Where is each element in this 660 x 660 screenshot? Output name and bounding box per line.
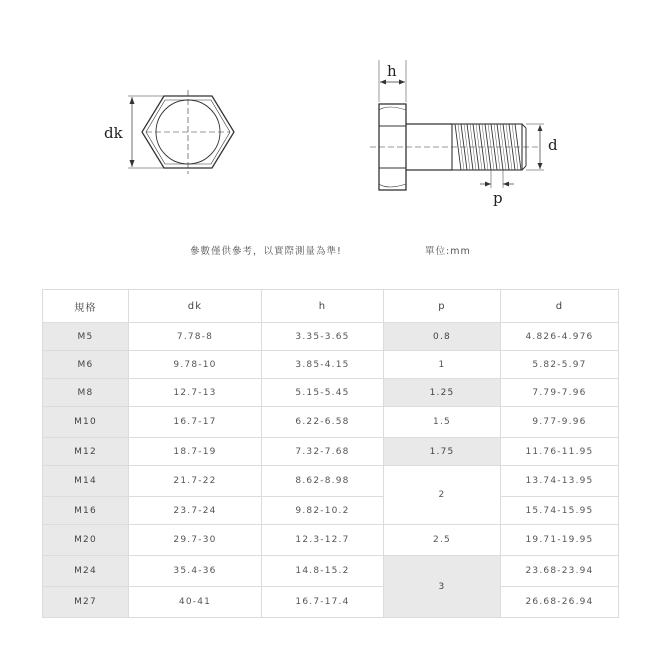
header-size: 規格 <box>43 290 129 323</box>
table-row <box>43 323 619 351</box>
dk-cell: 7.78-8 <box>129 323 262 351</box>
size-cell: M10 <box>43 407 129 438</box>
d-cell: 5.82-5.97 <box>501 351 619 379</box>
header-dk: dk <box>129 290 262 323</box>
dk-cell: 9.78-10 <box>129 351 262 379</box>
h-label: h <box>387 62 397 80</box>
size-cell: M24 <box>43 556 129 587</box>
size-cell: M27 <box>43 587 129 618</box>
h-cell: 16.7-17.4 <box>262 587 384 618</box>
dk-cell: 12.7-13 <box>129 379 262 407</box>
d-cell: 26.68-26.94 <box>501 587 619 618</box>
table-header-row <box>43 290 619 323</box>
p-cell: 1 <box>384 351 501 379</box>
d-cell: 15.74-15.95 <box>501 497 619 525</box>
table-row <box>43 497 619 525</box>
d-cell: 11.76-11.95 <box>501 438 619 466</box>
dk-cell: 16.7-17 <box>129 407 262 438</box>
table-row <box>43 525 619 556</box>
h-cell: 9.82-10.2 <box>262 497 384 525</box>
dk-cell: 18.7-19 <box>129 438 262 466</box>
d-cell: 19.71-19.95 <box>501 525 619 556</box>
header-d: d <box>501 290 619 323</box>
table-row <box>43 556 619 587</box>
p-cell: 1.25 <box>384 379 501 407</box>
size-cell: M20 <box>43 525 129 556</box>
d-cell: 4.826-4.976 <box>501 323 619 351</box>
size-cell: M14 <box>43 466 129 497</box>
dk-cell: 35.4-36 <box>129 556 262 587</box>
h-cell: 6.22-6.58 <box>262 407 384 438</box>
dk-cell: 29.7-30 <box>129 525 262 556</box>
h-cell: 7.32-7.68 <box>262 438 384 466</box>
table-row <box>43 466 619 497</box>
p-cell: 3 <box>384 556 501 618</box>
dk-cell: 40-41 <box>129 587 262 618</box>
hex-head-front-view <box>128 90 234 174</box>
d-cell: 23.68-23.94 <box>501 556 619 587</box>
spec-table <box>42 289 619 618</box>
p-cell: 2.5 <box>384 525 501 556</box>
p-cell: 1.5 <box>384 407 501 438</box>
p-cell: 1.75 <box>384 438 501 466</box>
table-row <box>43 587 619 618</box>
h-cell: 14.8-15.2 <box>262 556 384 587</box>
size-cell: M5 <box>43 323 129 351</box>
table-row <box>43 351 619 379</box>
reference-note: 參數僅供參考，以實際測量為準! <box>190 246 342 257</box>
h-cell: 5.15-5.45 <box>262 379 384 407</box>
dk-cell: 23.7-24 <box>129 497 262 525</box>
size-cell: M12 <box>43 438 129 466</box>
d-cell: 7.79-7.96 <box>501 379 619 407</box>
table-row <box>43 379 619 407</box>
table-row <box>43 407 619 438</box>
h-cell: 8.62-8.98 <box>262 466 384 497</box>
d-cell: 13.74-13.95 <box>501 466 619 497</box>
h-cell: 3.85-4.15 <box>262 351 384 379</box>
d-label: d <box>548 136 558 154</box>
h-cell: 12.3-12.7 <box>262 525 384 556</box>
header-h: h <box>262 290 384 323</box>
dk-label: dk <box>104 124 123 142</box>
h-cell: 3.35-3.65 <box>262 323 384 351</box>
notes-row <box>0 243 660 259</box>
size-cell: M8 <box>43 379 129 407</box>
size-cell: M6 <box>43 351 129 379</box>
p-cell: 2 <box>384 466 501 525</box>
unit-note: 單位:mm <box>425 246 471 257</box>
table-row <box>43 438 619 466</box>
d-cell: 9.77-9.96 <box>501 407 619 438</box>
dk-cell: 21.7-22 <box>129 466 262 497</box>
bolt-dimension-diagram <box>0 0 660 240</box>
p-label: p <box>493 189 503 207</box>
size-cell: M16 <box>43 497 129 525</box>
header-p: p <box>384 290 501 323</box>
p-cell: 0.8 <box>384 323 501 351</box>
